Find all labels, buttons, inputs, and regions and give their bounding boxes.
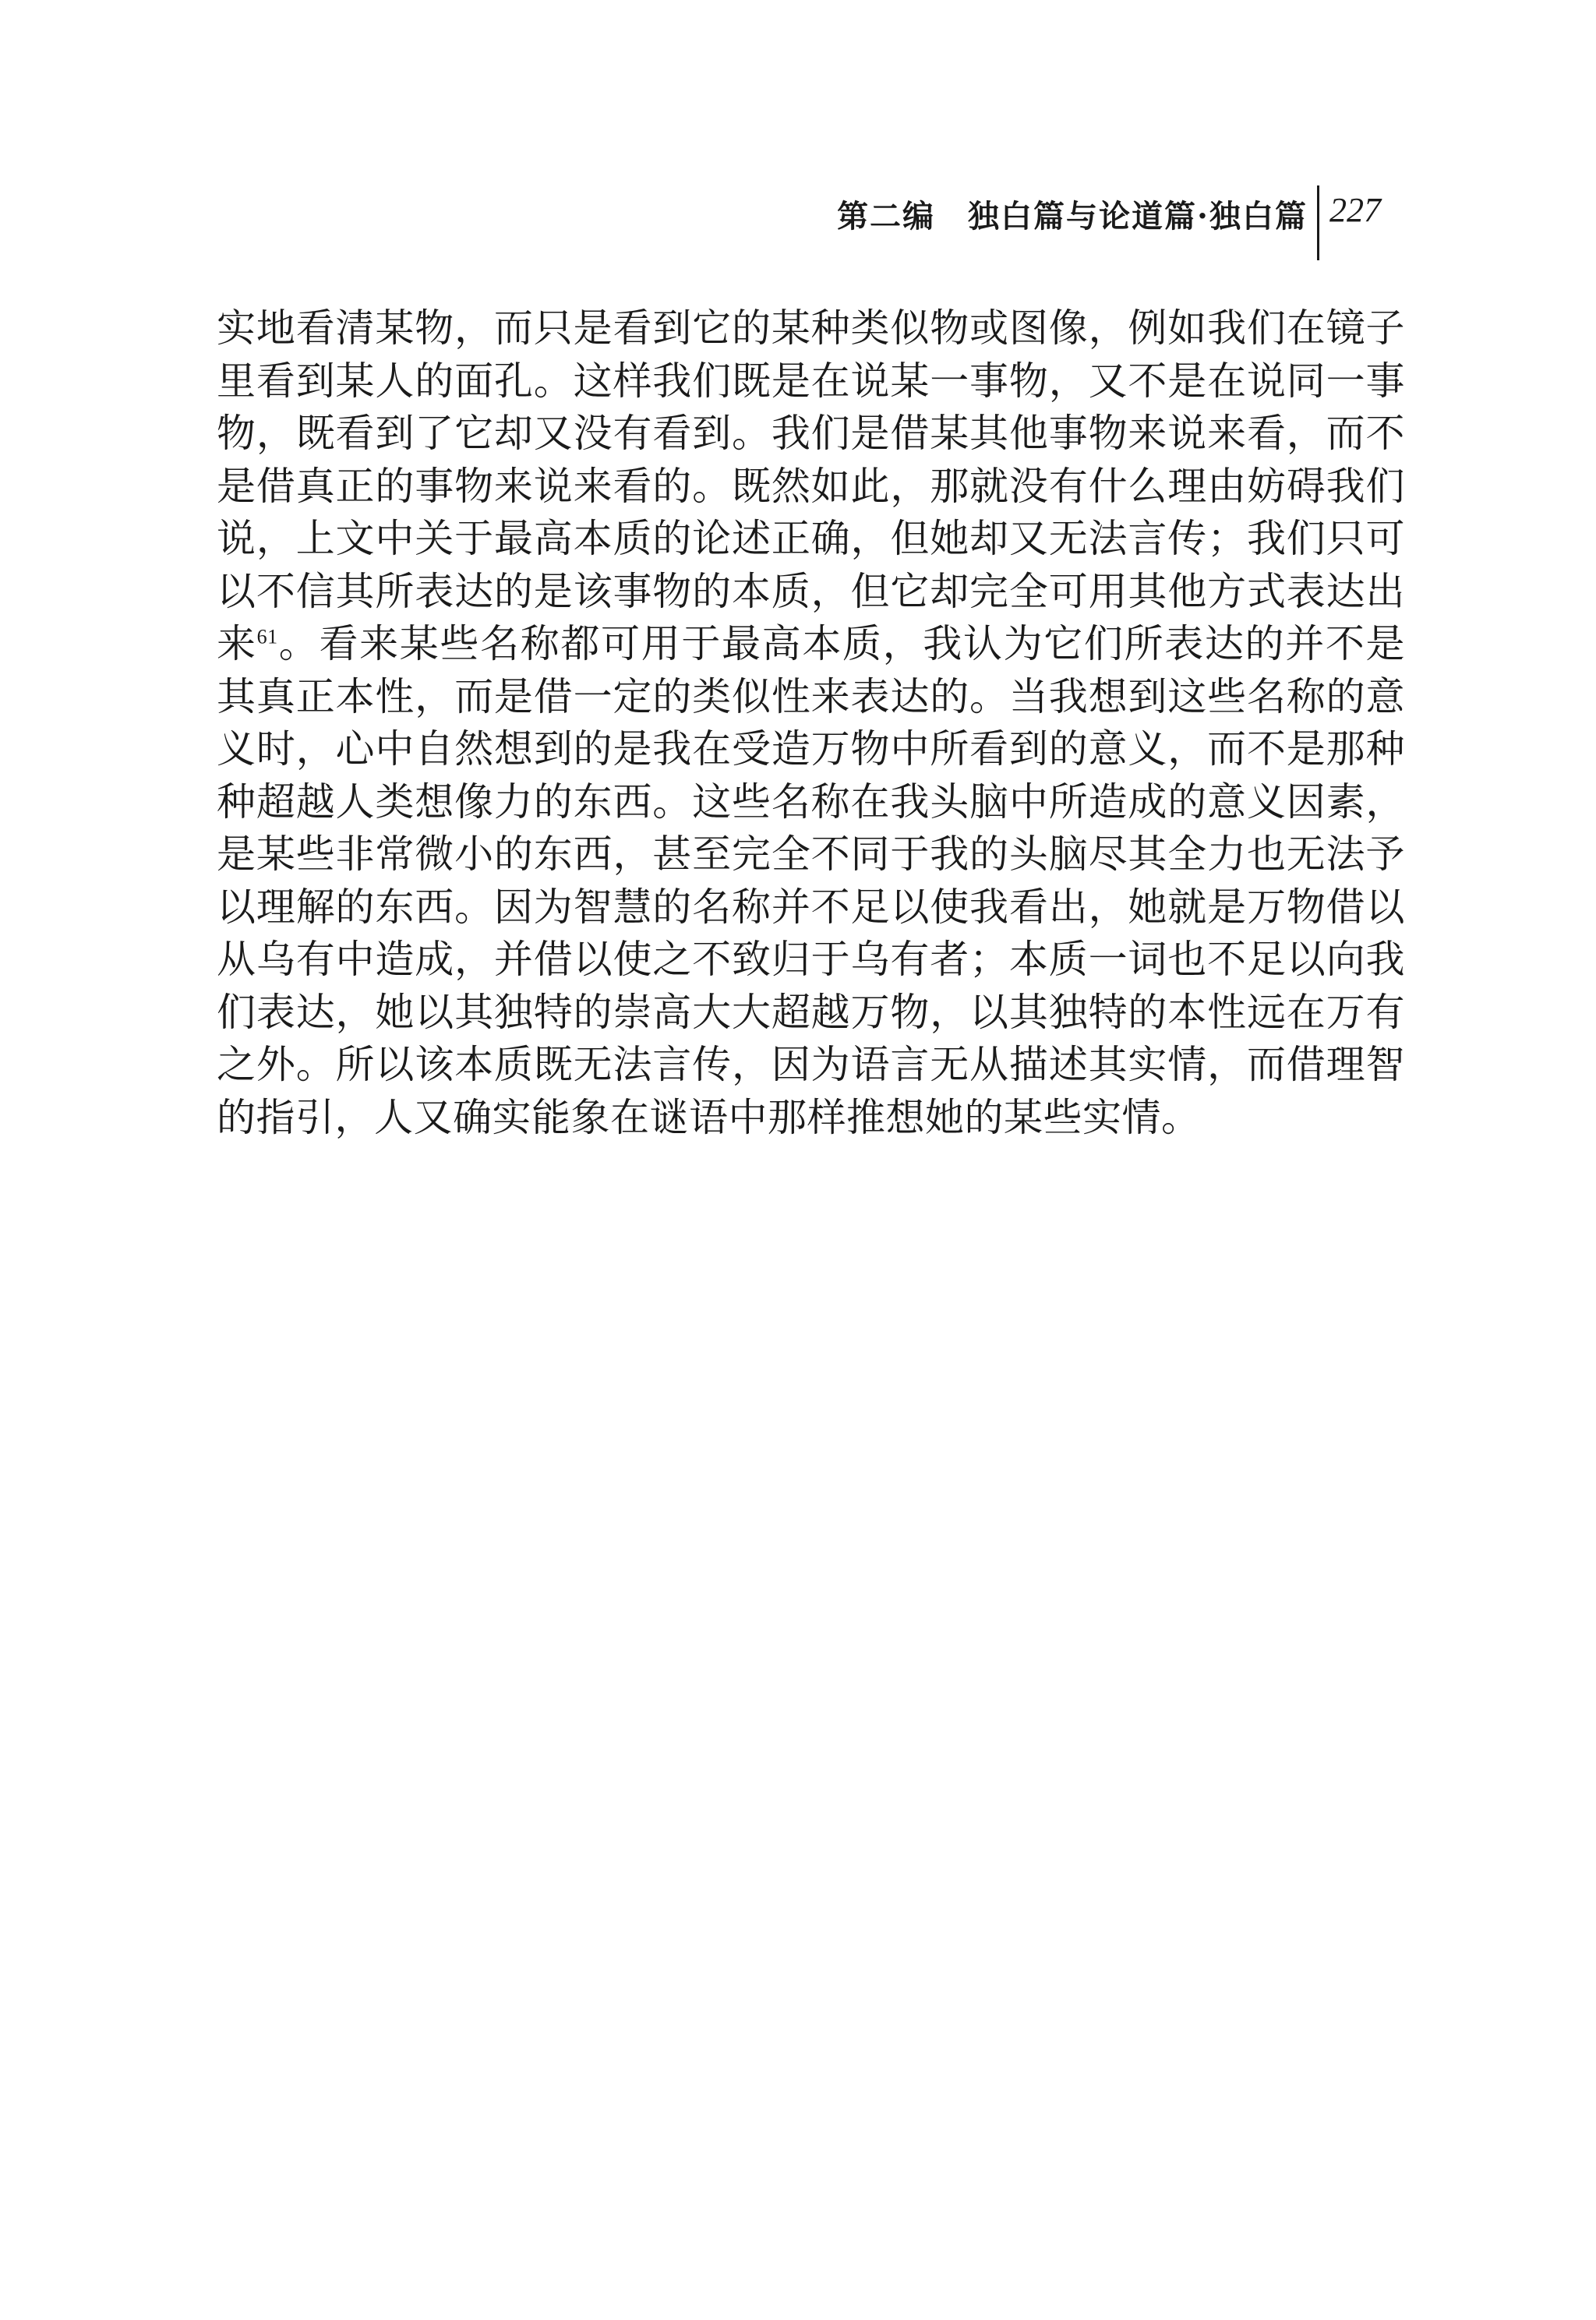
running-header (772, 185, 1395, 263)
body-text-part-2: 。看来某些名称都可用于最高本质，我认为它们所表达的并不是其真正本性，而是借一定的类似性来表达的。当我想到这些名称的意义时，心中自然想到的是我在受造万物中所看到的意义，而不是那种种超越人类想像力的东西。这些名称在我头脑中所造成的意义因素，是某些非常微小的东西，甚至完全不同于我的头脑尽其全力也无法予以理解的东西。因为智慧的名称并不足以使我看出，她就是万物借以从乌有中造成，并借以使之不致归于乌有者；本质一词也不足以向我们表达，她以其独特的崇高大大超越万物，以其独特的本性远在万有之外。所以该本质既无法言传，因为语言无从描述其实情，而借理智的指引，人又确实能象在谜语中那样推想她的某些实情。 (217, 621, 1405, 1140)
page-number: 227 (1329, 191, 1381, 229)
header-divider (1317, 185, 1319, 260)
body-text-part-1: 实地看清某物，而只是看到它的某种类似物或图像，例如我们在镜子里看到某人的面孔。这样我们既是在说某一事物，又不是在说同一事物，既看到了它却又没有看到。我们是借某其他事物来说来看，而不是借真正的事物来说来看的。既然如此，那就没有什么理由妨碍我们说，上文中关于最高本质的论述正确，但她却又无法言传；我们只可以不信其所表达的是该事物的本质，但它却完全可用其他方式表达出来 (217, 305, 1405, 666)
running-header-title: 第二编 独白篇与论道篇·独白篇 (837, 198, 1308, 235)
footnote-marker[interactable]: 61 (256, 625, 278, 648)
body-paragraph (217, 302, 1405, 1144)
